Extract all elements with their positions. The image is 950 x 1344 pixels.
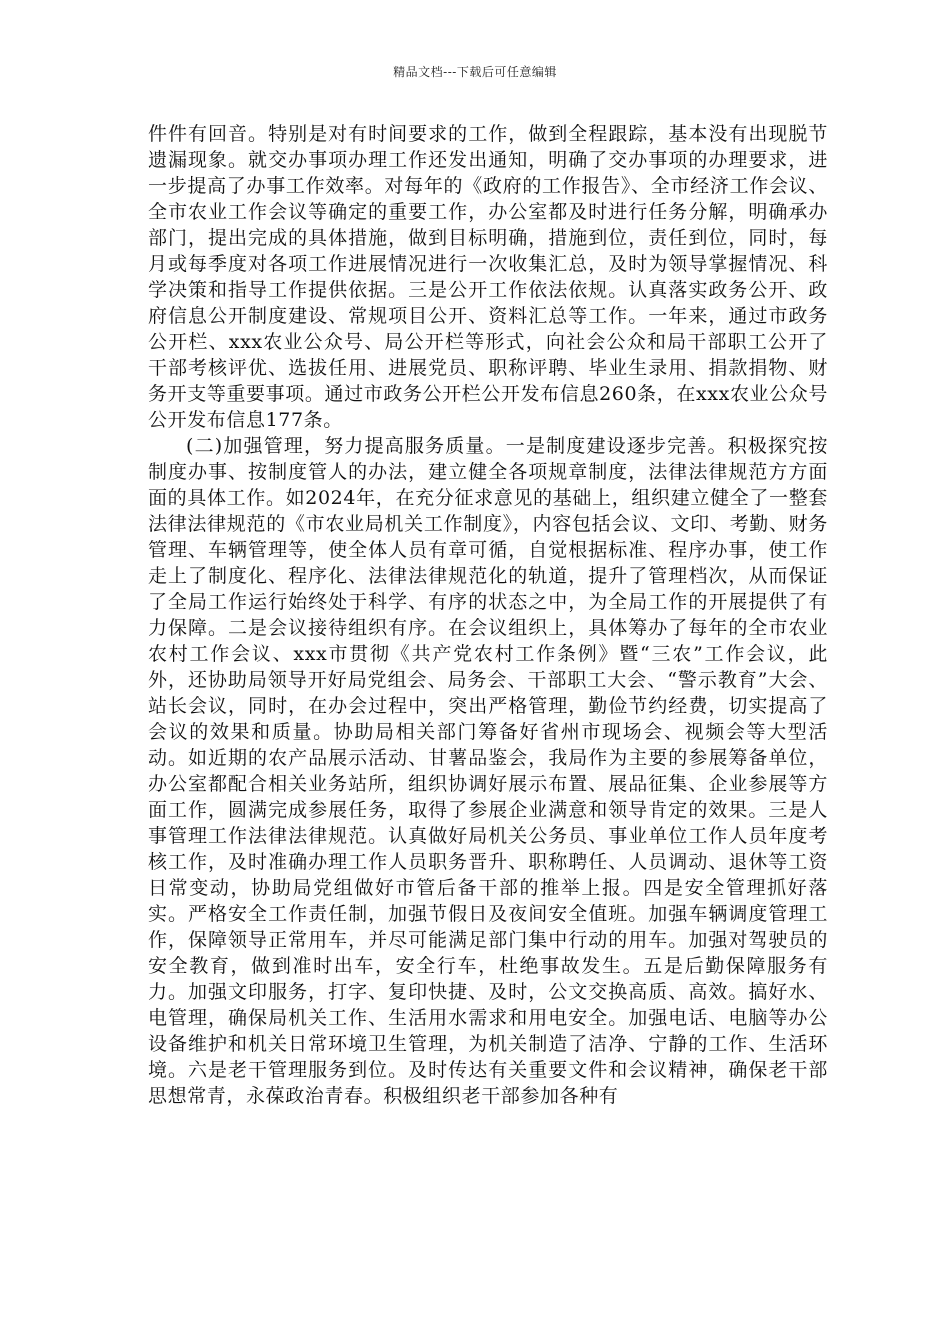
paragraph-2: (二)加强管理，努力提高服务质量。一是制度建设逐步完善。积极探究按制度办事、按制度管人的办法，建立健全各项规章制度，法律法律规范方方面面的具体工作。如2024年，在充分征求意见的基础上，组织建立健全了一整套法律法律规范的《市农业局机关工作制度》，内容包括会议、文印、考勤、财务管理、车辆管理等，使全体人员有章可循，自觉根据标准、程序办事，使工作走上了制度化、程序化、法律法律规范化的轨道，提升了管理档次，从而保证了全局工作运行始终处于科学、有序的状态之中，为全局工作的开展提供了有力保障。二是会议接待组织有序。在会议组织上，具体筹办了每年的全市农业农村工作会议、xxx市贯彻《共产党农村工作条例》暨“三农”工作会议，此外，还协助局领导开好局党组会、局务会、干部职工大会、“警示教育”大会、站长会议，同时，在办会过程中，突出严格管理，勤俭节约经费，切实提高了会议的效果和质量。协助局相关部门筹备好省州市现场会、视频会等大型活动。如近期的农产品展示活动、甘薯品鉴会，我局作为主要的参展筹备单位，办公室都配合相关业务站所，组织协调好展示布置、展品征集、企业参展等方面工作，圆满完成参展任务，取得了参展企业满意和领导肯定的效果。三是人事管理工作法律法律规范。认真做好局机关公务员、事业单位工作人员年度考核工作，及时准确办理工作人员职务晋升、职称聘任、人员调动、退休等工资日常变动，协助局党组做好市管后备干部的推举上报。四是安全管理抓好落实。严格安全工作责任制，加强节假日及夜间安全值班。加强车辆调度管理工作，保障领导正常用车，并尽可能满足部门集中行动的用车。加强对驾驶员的安全教育，做到准时出车，安全行车，杜绝事故发生。五是后勤保障服务有力。加强文印服务，打字、复印快捷、及时，公文交换高质、高效。搞好水、电管理，确保局机关工作、生活用水需求和用电安全。加强电话、电脑等办公设备维护和机关日常环境卫生管理，为机关制造了洁净、宁静的工作、生活环境。六是老干管理服务到位。及时传达有关重要文件和会议精神，确保老干部思想常青，永葆政治青春。积极组织老干部参加各种有 — [148, 435, 828, 1107]
paragraph-1: 件件有回音。特别是对有时间要求的工作，做到全程跟踪，基本没有出现脱节遗漏现象。就交办事项办理工作还发出通知，明确了交办事项的办理要求，进一步提高了办事工作效率。对每年的《政府的工作报告》、全市经济工作会议、全市农业工作会议等确定的重要工作，办公室都及时进行任务分解，明确承办部门，提出完成的具体措施，做到目标明确，措施到位，责任到位，同时，每月或每季度对各项工作进展情况进行一次收集汇总，及时为领导掌握情况、科学决策和指导工作提供依据。三是公开工作依法依规。认真落实政务公开、政府信息公开制度建设、常规项目公开、资料汇总等工作。一年来，通过市政务公开栏、xxx农业公众号、局公开栏等形式，向社会公众和局干部职工公开了干部考核评优、选拔任用、进展党员、职称评聘、毕业生录用、捐款捐物、财务开支等重要事项。通过市政务公开栏公开发布信息260条，在xxx农业公众号公开发布信息177条。 — [148, 123, 828, 431]
document-body — [148, 121, 828, 1109]
page-header: 精品文档---下载后可任意编辑 — [393, 65, 557, 79]
